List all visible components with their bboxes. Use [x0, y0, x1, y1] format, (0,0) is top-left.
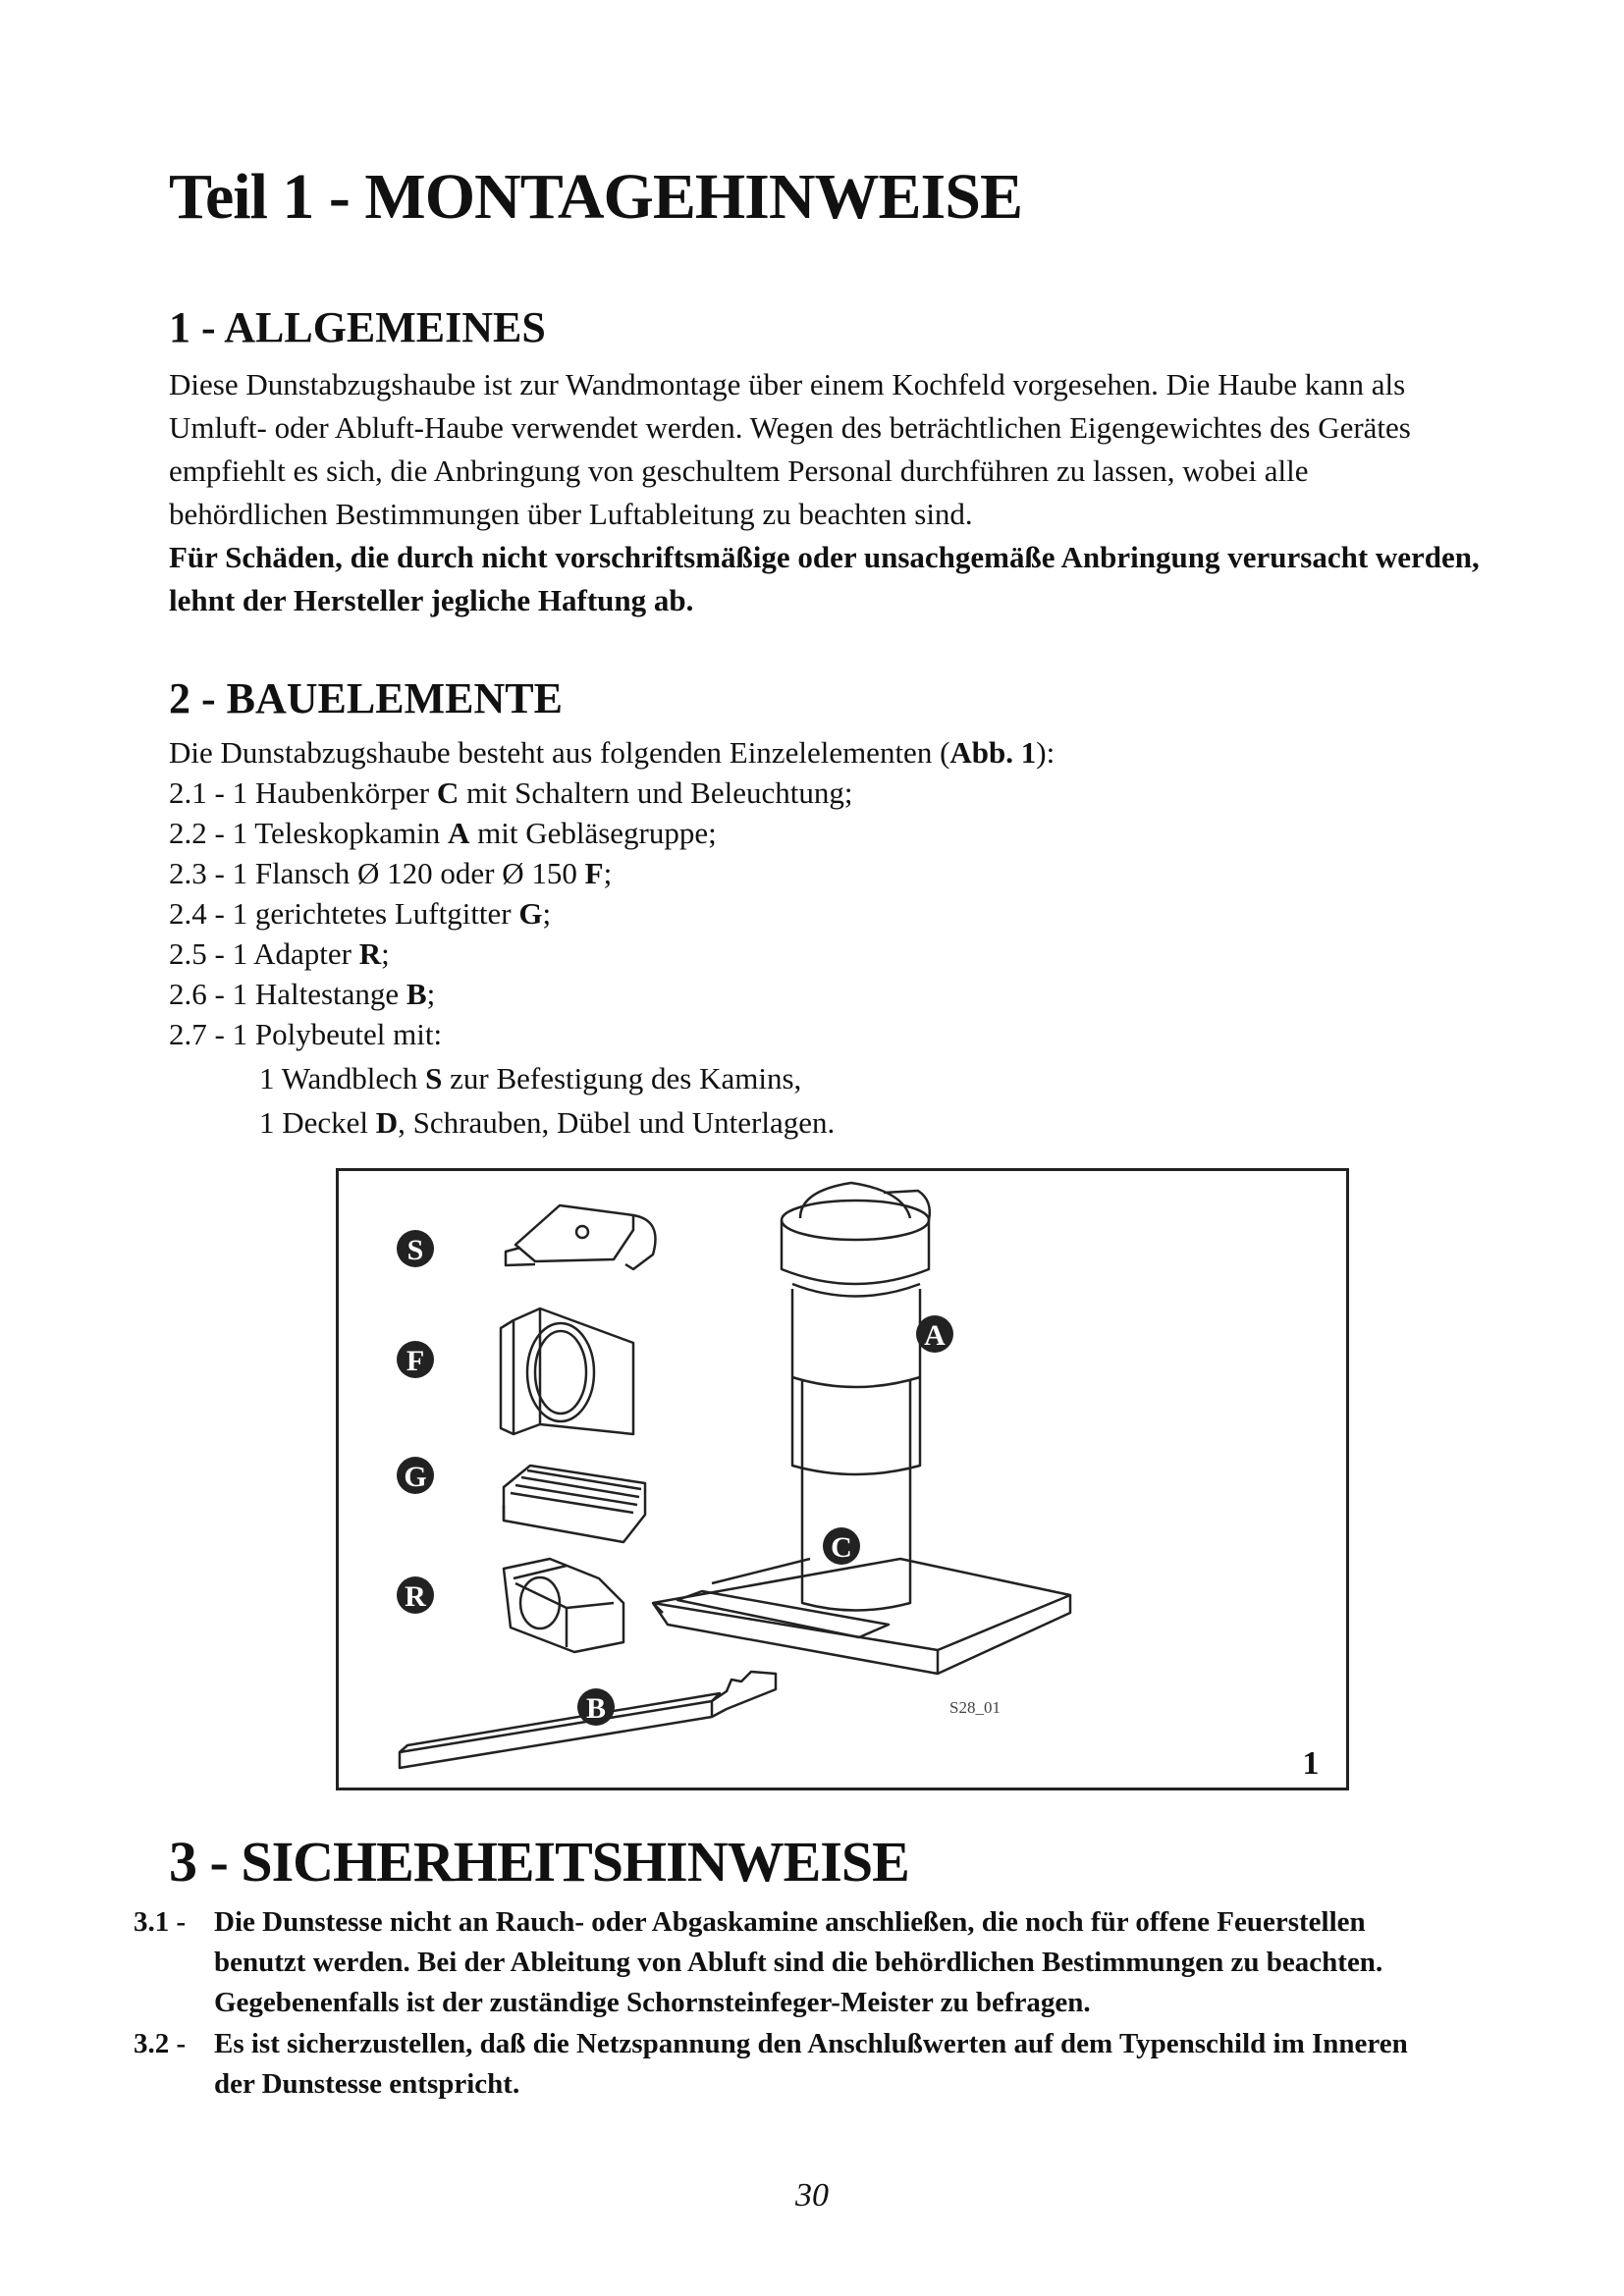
- label-badge-f: [397, 1341, 434, 1378]
- label-badge-b: [577, 1688, 615, 1726]
- item-key: F: [584, 856, 604, 890]
- intro-end: ):: [1036, 735, 1056, 770]
- item-text: ;: [603, 856, 613, 890]
- item-text: 2.1 - 1 Haubenkörper: [169, 775, 437, 810]
- item-text: ;: [381, 936, 390, 971]
- badge-label: C: [831, 1531, 852, 1564]
- liability-note: Für Schäden, die durch nicht vorschriftsmäßige oder unsachgemäße Anbringung verursacht werden,: [169, 540, 1480, 574]
- safety-item-text: [214, 1902, 1589, 2023]
- intro-text: Die Dunstabzugshaube besteht aus folgenden Einzelelementen (: [169, 735, 950, 770]
- text-line: Es ist sicherzustellen, daß die Netzspannung den Anschlußwerten auf dem Typenschild im Inneren: [214, 2028, 1408, 2059]
- badge-label: A: [924, 1319, 946, 1352]
- text-line: empfiehlt es sich, die Anbringung von geschultem Personal durchführen zu lassen, wobei alle: [169, 454, 1309, 488]
- item-text: 1 Wandblech: [259, 1061, 426, 1095]
- badge-label: S: [406, 1234, 424, 1266]
- hood-drawing: [653, 1183, 1070, 1674]
- label-badge-a: [916, 1315, 953, 1353]
- figure-ref: Abb. 1: [949, 735, 1037, 770]
- components-intro: [169, 732, 1055, 773]
- adapter-drawing: [504, 1559, 623, 1652]
- liability-note: lehnt der Hersteller jegliche Haftung ab.: [169, 583, 694, 617]
- text-line: Die Dunstesse nicht an Rauch- oder Abgaskamine anschließen, die noch für offene Feuerstellen: [214, 1906, 1366, 1938]
- item-text: zur Befestigung des Kamins,: [442, 1061, 802, 1095]
- component-subitem: [259, 1102, 835, 1143]
- item-text: ;: [426, 977, 436, 1011]
- label-badge-r: [397, 1576, 434, 1614]
- label-badge-c: [823, 1527, 860, 1565]
- safety-item-number: 3.1 -: [134, 1906, 187, 1938]
- item-text: 2.4 - 1 gerichtetes Luftgitter: [169, 896, 519, 931]
- item-text: mit Gebläsegruppe;: [469, 816, 717, 850]
- section-allgemeines-text: [169, 363, 1504, 622]
- text-line: Gegebenenfalls ist der zuständige Schornsteinfeger-Meister zu befragen.: [214, 1987, 1091, 2018]
- item-text: 2.6 - 1 Haltestange: [169, 977, 406, 1011]
- wall-plate-drawing: [506, 1205, 656, 1269]
- item-text: 2.5 - 1 Adapter: [169, 936, 359, 971]
- component-item: [169, 934, 390, 974]
- page-number: 30: [795, 2177, 829, 2214]
- item-text: ;: [542, 896, 552, 931]
- section-heading-allgemeines: 1 - ALLGEMEINES: [169, 303, 546, 351]
- badge-label: F: [406, 1345, 425, 1377]
- item-text: 2.3 - 1 Flansch Ø 120 oder Ø 150: [169, 856, 585, 890]
- label-badge-s: [397, 1230, 434, 1267]
- component-item: [169, 813, 717, 853]
- item-key: C: [436, 775, 460, 810]
- item-text: 2.2 - 1 Teleskopkamin: [169, 816, 448, 850]
- item-text: 2.7 - 1 Polybeutel mit:: [169, 1017, 443, 1051]
- item-key: A: [447, 816, 470, 850]
- component-item: [169, 974, 435, 1014]
- item-key: G: [518, 896, 543, 931]
- component-item: [169, 853, 612, 893]
- section-heading-bauelemente: 2 - BAUELEMENTE: [169, 674, 563, 722]
- figure-components: [336, 1168, 1349, 1790]
- components-illustration: [339, 1171, 1346, 1788]
- safety-item-text: [214, 2024, 1589, 2105]
- safety-item-number: 3.2 -: [134, 2028, 187, 2059]
- figure-code: S28_01: [949, 1698, 1001, 1717]
- component-item: [169, 1014, 442, 1054]
- page-title: Teil 1 - MONTAGEHINWEISE: [169, 161, 1022, 233]
- item-key: D: [375, 1105, 399, 1140]
- component-item: [169, 893, 551, 934]
- badge-label: G: [404, 1461, 427, 1493]
- grille-drawing: [504, 1466, 645, 1542]
- component-item: [169, 773, 852, 813]
- badge-label: B: [585, 1692, 607, 1725]
- item-key: S: [425, 1061, 443, 1095]
- item-text: mit Schaltern und Beleuchtung;: [459, 775, 853, 810]
- figure-number: 1: [1302, 1745, 1320, 1782]
- badge-label: R: [405, 1580, 426, 1613]
- text-line: benutzt werden. Bei der Ableitung von Abluft sind die behördlichen Bestimmungen zu beachten.: [214, 1947, 1383, 1978]
- text-line: der Dunstesse entspricht.: [214, 2068, 520, 2100]
- component-subitem: [259, 1058, 801, 1098]
- label-badge-g: [397, 1457, 434, 1494]
- item-text: , Schrauben, Dübel und Unterlagen.: [398, 1105, 836, 1140]
- item-key: R: [358, 936, 382, 971]
- section-heading-sicherheitshinweise: 3 - SICHERHEITSHINWEISE: [169, 1830, 909, 1894]
- item-text: 1 Deckel: [259, 1105, 376, 1140]
- text-line: Umluft- oder Abluft-Haube verwendet werden. Wegen des beträchtlichen Eigengewichtes des Gerätes: [169, 410, 1411, 445]
- item-key: B: [406, 977, 427, 1011]
- flange-drawing: [501, 1308, 633, 1434]
- text-line: behördlichen Bestimmungen über Luftableitung zu beachten sind.: [169, 497, 973, 531]
- text-line: Diese Dunstabzugshaube ist zur Wandmontage über einem Kochfeld vorgesehen. Die Haube kann als: [169, 367, 1406, 401]
